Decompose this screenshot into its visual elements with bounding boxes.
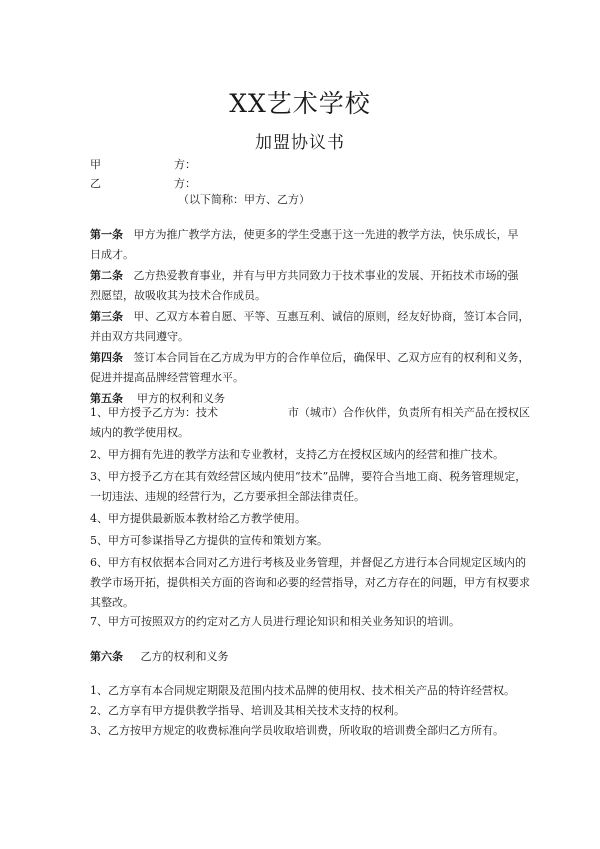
- list-item: 2、甲方拥有先进的教学方法和专业教材，支持乙方在授权区域内的经营和推广技术。: [90, 448, 504, 461]
- clause-head: 第六条: [90, 650, 123, 663]
- list-item: 1、乙方享有本合同规定期限及范围内技术品牌的使用权、技术相关产品的特许经营权。: [90, 684, 515, 697]
- party-a-duties-2: [90, 509, 530, 613]
- party-a-duty-7: [90, 612, 510, 632]
- party-a-value: 方：: [174, 158, 196, 171]
- list-item: 6、甲方有权依据本合同对乙方进行考核及业务管理，并督促乙方进行本合同规定区域内的 教学市场开拓，提供相关方面的咨询和必要的经营指导，对乙方存在的问题，甲方有权要求 其整改。: [90, 556, 530, 609]
- party-b-value: 方：: [174, 177, 196, 190]
- list-item: 3、甲方授予乙方在其有效经营区域内使用“技术”品牌，要符合当地工商、税务管理规定， 一切违法、违规的经营行为，乙方要承担全部法律责任。: [90, 470, 527, 503]
- party-b-line: [90, 175, 196, 191]
- clause-1: [90, 225, 519, 265]
- list-item: 4、甲方提供最新版本教材给乙方教学使用。: [90, 512, 306, 525]
- clause-head: 第二条: [90, 269, 123, 282]
- abbreviation-note: （以下简称：甲方、乙方）: [178, 193, 310, 206]
- clause-text: 甲方的权利和义务: [137, 392, 225, 405]
- party-b-label: 乙: [90, 177, 101, 190]
- clause-3: [90, 307, 530, 347]
- clause-text: 促进并提高品牌经营管理水平。: [90, 371, 244, 384]
- list-item: 5、甲方可参谋指导乙方提供的宣传和策划方案。: [90, 534, 328, 547]
- clauses-section: [90, 225, 530, 409]
- clause-6: [90, 647, 510, 667]
- list-item: 3、乙方按甲方规定的收费标准向学员收取培训费，所收取的培训费全部归乙方所有。: [90, 724, 504, 737]
- list-item: 2、乙方享有甲方提供教学指导、培训及其相关技术支持的权利。: [90, 704, 405, 717]
- clause-text: 烈愿望，故吸收其为技术合作成员。: [90, 289, 266, 302]
- clause-head: 第一条: [90, 228, 123, 241]
- document-title: XX艺术学校: [229, 89, 371, 118]
- clause-4: [90, 348, 530, 388]
- party-a-line: [90, 156, 196, 172]
- clause-head: 第四条: [90, 351, 123, 364]
- clause-head: 第五条: [90, 392, 123, 405]
- party-b-rights: [90, 681, 515, 741]
- party-a-duties-1: [90, 403, 530, 507]
- clause-text: 甲、乙双方本着自愿、平等、互惠互利、诚信的原则，经友好协商，签订本合同，: [133, 310, 530, 323]
- list-item: 1、甲方授予乙方为：技术 市（城市）合作伙伴，负责所有相关产品在授权区 域内的教学使用权。: [90, 406, 530, 439]
- list-item: 7、甲方可按照双方的约定对乙方人员进行理论知识和相关业务知识的培训。: [90, 615, 460, 628]
- document-subtitle: 加盟协议书: [255, 133, 345, 153]
- clause-head: 第三条: [90, 310, 123, 323]
- clause-2: [90, 266, 519, 306]
- clause-text: 乙方热爱教育事业，并有与甲方共同致力于技术事业的发展、开拓技术市场的强: [133, 269, 519, 282]
- clause-text: 乙方的权利和义务: [140, 650, 229, 663]
- clause-text: 签订本合同旨在乙方成为甲方的合作单位后，确保甲、乙双方应有的权利和义务，: [133, 351, 530, 364]
- party-a-label: 甲: [90, 158, 101, 171]
- clause-text: 日成才。: [90, 248, 134, 261]
- clause-text: 并由双方共同遵守。: [90, 330, 189, 343]
- clause-text: 甲方为推广教学方法，使更多的学生受惠于这一先进的教学方法，快乐成长，早: [133, 228, 519, 241]
